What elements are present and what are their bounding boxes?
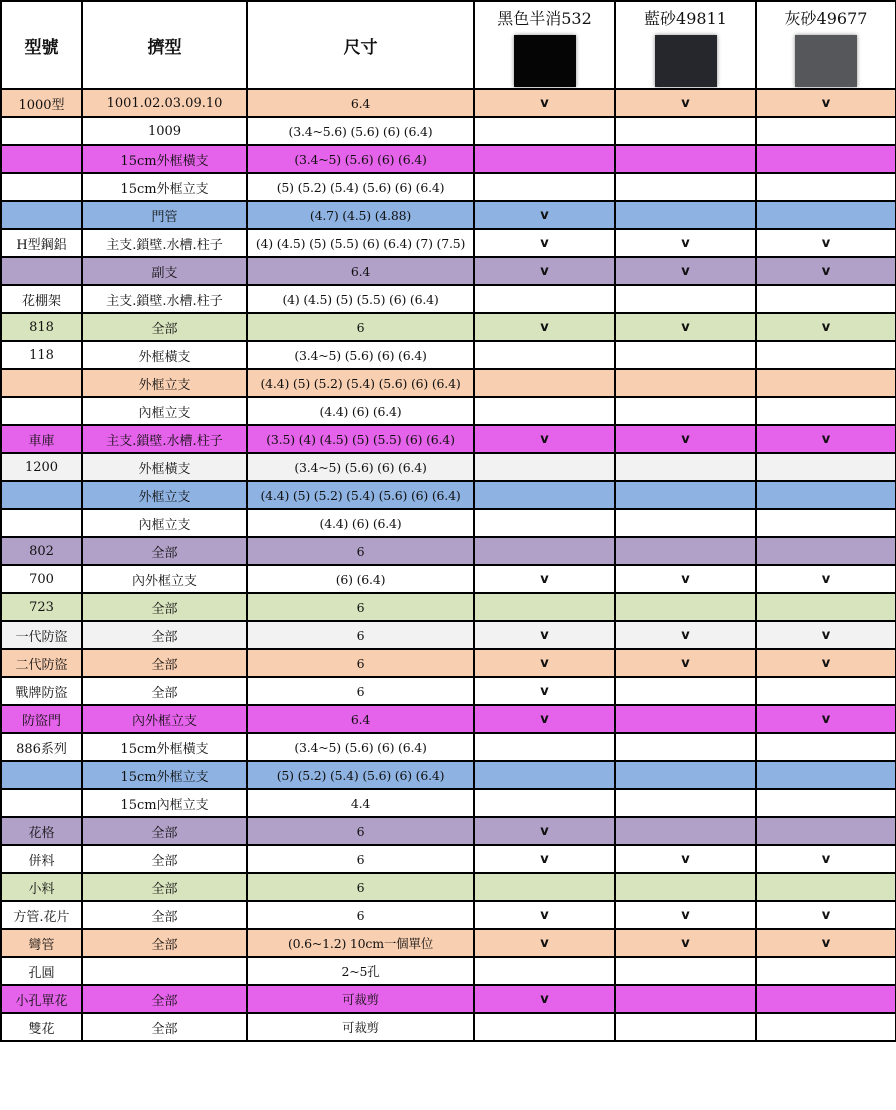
model-cell: 併料	[1, 845, 82, 873]
profile-cell: 內外框立支	[82, 565, 247, 593]
availability-gray-sand-cell	[756, 285, 896, 313]
availability-blue-sand-cell: v	[615, 621, 756, 649]
table-row	[1, 481, 896, 509]
profile-cell: 全部	[82, 901, 247, 929]
availability-gray-sand-cell: v	[756, 621, 896, 649]
color-swatch-blue-sand	[655, 35, 717, 87]
size-cell: (4.7) (4.5) (4.88)	[247, 201, 474, 229]
table-row	[1, 845, 896, 873]
availability-blue-sand-cell	[615, 117, 756, 145]
table-row	[1, 341, 896, 369]
availability-black-cell	[474, 145, 615, 173]
table-row	[1, 313, 896, 341]
availability-blue-sand-cell	[615, 761, 756, 789]
profile-cell: 內框立支	[82, 509, 247, 537]
availability-gray-sand-cell: v	[756, 565, 896, 593]
profile-cell: 門管	[82, 201, 247, 229]
availability-gray-sand-cell	[756, 593, 896, 621]
table-row	[1, 929, 896, 957]
color-label-gray-sand: 灰砂49677	[784, 9, 868, 28]
availability-black-cell: v	[474, 229, 615, 257]
profile-cell: 全部	[82, 845, 247, 873]
model-cell: 花格	[1, 817, 82, 845]
profile-cell: 主支.鎖壁.水槽.柱子	[82, 425, 247, 453]
availability-black-cell	[474, 453, 615, 481]
model-cell: 二代防盜	[1, 649, 82, 677]
availability-black-cell	[474, 369, 615, 397]
availability-blue-sand-cell	[615, 537, 756, 565]
availability-black-cell: v	[474, 929, 615, 957]
availability-gray-sand-cell: v	[756, 649, 896, 677]
availability-gray-sand-cell: v	[756, 929, 896, 957]
availability-gray-sand-cell: v	[756, 901, 896, 929]
table-row	[1, 705, 896, 733]
model-cell: 700	[1, 565, 82, 593]
availability-gray-sand-cell	[756, 117, 896, 145]
size-cell: (4.4) (6) (6.4)	[247, 509, 474, 537]
availability-blue-sand-cell: v	[615, 649, 756, 677]
availability-black-cell: v	[474, 649, 615, 677]
availability-blue-sand-cell	[615, 705, 756, 733]
size-cell: 6.4	[247, 89, 474, 117]
availability-gray-sand-cell	[756, 481, 896, 509]
table-row	[1, 229, 896, 257]
availability-black-cell: v	[474, 89, 615, 117]
availability-blue-sand-cell	[615, 789, 756, 817]
availability-blue-sand-cell	[615, 341, 756, 369]
availability-black-cell: v	[474, 621, 615, 649]
table-row	[1, 257, 896, 285]
availability-blue-sand-cell	[615, 369, 756, 397]
model-cell: 886系列	[1, 733, 82, 761]
availability-gray-sand-cell: v	[756, 845, 896, 873]
model-cell: 小料	[1, 873, 82, 901]
size-cell: 可裁剪	[247, 985, 474, 1013]
size-cell: (3.5) (4) (4.5) (5) (5.5) (6) (6.4)	[247, 425, 474, 453]
availability-gray-sand-cell	[756, 733, 896, 761]
model-cell: 雙花	[1, 1013, 82, 1041]
profile-cell: 內外框立支	[82, 705, 247, 733]
size-cell: 6	[247, 649, 474, 677]
profile-cell: 全部	[82, 313, 247, 341]
availability-gray-sand-cell	[756, 145, 896, 173]
availability-blue-sand-cell: v	[615, 229, 756, 257]
availability-black-cell	[474, 733, 615, 761]
availability-gray-sand-cell: v	[756, 425, 896, 453]
profile-cell: 全部	[82, 1013, 247, 1041]
availability-black-cell	[474, 509, 615, 537]
header-color-blue-sand	[615, 1, 756, 89]
table-body	[1, 89, 896, 1041]
table-row	[1, 425, 896, 453]
availability-blue-sand-cell: v	[615, 313, 756, 341]
availability-blue-sand-cell	[615, 733, 756, 761]
size-cell: (5) (5.2) (5.4) (5.6) (6) (6.4)	[247, 173, 474, 201]
profile-cell: 全部	[82, 929, 247, 957]
size-cell: (5) (5.2) (5.4) (5.6) (6) (6.4)	[247, 761, 474, 789]
availability-gray-sand-cell	[756, 453, 896, 481]
availability-gray-sand-cell	[756, 957, 896, 985]
availability-blue-sand-cell	[615, 593, 756, 621]
size-cell: 6	[247, 677, 474, 705]
profile-cell: 全部	[82, 621, 247, 649]
table-row	[1, 369, 896, 397]
table-row	[1, 145, 896, 173]
availability-black-cell: v	[474, 257, 615, 285]
size-cell: (3.4~5) (5.6) (6) (6.4)	[247, 733, 474, 761]
model-cell	[1, 761, 82, 789]
model-cell	[1, 173, 82, 201]
size-cell: 6	[247, 537, 474, 565]
availability-black-cell	[474, 537, 615, 565]
availability-black-cell	[474, 761, 615, 789]
size-cell: (4.4) (5) (5.2) (5.4) (5.6) (6) (6.4)	[247, 481, 474, 509]
model-cell: 一代防盜	[1, 621, 82, 649]
availability-blue-sand-cell	[615, 817, 756, 845]
availability-gray-sand-cell	[756, 789, 896, 817]
profile-cell: 15cm外框立支	[82, 173, 247, 201]
availability-black-cell	[474, 593, 615, 621]
availability-black-cell: v	[474, 565, 615, 593]
table-row	[1, 873, 896, 901]
size-cell: (6) (6.4)	[247, 565, 474, 593]
header-color-black	[474, 1, 615, 89]
size-cell: 6	[247, 593, 474, 621]
model-cell: 818	[1, 313, 82, 341]
header-profile: 擠型	[82, 1, 247, 89]
table-row	[1, 593, 896, 621]
availability-black-cell	[474, 285, 615, 313]
model-cell: 花棚架	[1, 285, 82, 313]
profile-cell: 15cm內框立支	[82, 789, 247, 817]
header-size: 尺寸	[247, 1, 474, 89]
model-cell: 孔圓	[1, 957, 82, 985]
model-cell: 車庫	[1, 425, 82, 453]
availability-blue-sand-cell: v	[615, 901, 756, 929]
model-cell: H型鋼鋁	[1, 229, 82, 257]
availability-gray-sand-cell	[756, 397, 896, 425]
availability-gray-sand-cell: v	[756, 313, 896, 341]
size-cell: 可裁剪	[247, 1013, 474, 1041]
availability-gray-sand-cell	[756, 509, 896, 537]
size-cell: 4.4	[247, 789, 474, 817]
availability-blue-sand-cell	[615, 1013, 756, 1041]
header-model: 型號	[1, 1, 82, 89]
size-cell: 6	[247, 621, 474, 649]
size-cell: (3.4~5.6) (5.6) (6) (6.4)	[247, 117, 474, 145]
model-cell: 723	[1, 593, 82, 621]
table-row	[1, 901, 896, 929]
availability-blue-sand-cell: v	[615, 425, 756, 453]
availability-gray-sand-cell	[756, 173, 896, 201]
availability-black-cell	[474, 1013, 615, 1041]
availability-blue-sand-cell	[615, 145, 756, 173]
color-label-black: 黑色半消532	[497, 9, 592, 28]
availability-gray-sand-cell: v	[756, 705, 896, 733]
table-row	[1, 173, 896, 201]
availability-black-cell: v	[474, 901, 615, 929]
model-cell	[1, 481, 82, 509]
size-cell: (0.6~1.2) 10cm一個單位	[247, 929, 474, 957]
model-cell: 方管.花片	[1, 901, 82, 929]
availability-black-cell	[474, 117, 615, 145]
size-cell: 6.4	[247, 257, 474, 285]
profile-cell: 外框橫支	[82, 453, 247, 481]
availability-blue-sand-cell	[615, 677, 756, 705]
table-row	[1, 509, 896, 537]
availability-blue-sand-cell	[615, 397, 756, 425]
availability-blue-sand-cell: v	[615, 845, 756, 873]
table-header	[1, 1, 896, 89]
model-cell	[1, 201, 82, 229]
table-row	[1, 453, 896, 481]
availability-gray-sand-cell: v	[756, 229, 896, 257]
table-row	[1, 621, 896, 649]
size-cell: 6	[247, 845, 474, 873]
availability-blue-sand-cell	[615, 201, 756, 229]
table-row	[1, 1013, 896, 1041]
size-cell: 6	[247, 901, 474, 929]
table-row	[1, 677, 896, 705]
table-row	[1, 985, 896, 1013]
profile-cell: 主支.鎖壁.水槽.柱子	[82, 285, 247, 313]
size-cell: (4.4) (6) (6.4)	[247, 397, 474, 425]
availability-gray-sand-cell	[756, 1013, 896, 1041]
availability-black-cell: v	[474, 313, 615, 341]
availability-black-cell: v	[474, 677, 615, 705]
model-cell	[1, 369, 82, 397]
table-row	[1, 789, 896, 817]
table-row	[1, 733, 896, 761]
availability-gray-sand-cell	[756, 201, 896, 229]
size-cell: (4.4) (5) (5.2) (5.4) (5.6) (6) (6.4)	[247, 369, 474, 397]
profile-cell: 1009	[82, 117, 247, 145]
model-cell: 戰牌防盜	[1, 677, 82, 705]
profile-cell: 全部	[82, 817, 247, 845]
availability-gray-sand-cell: v	[756, 257, 896, 285]
model-cell: 802	[1, 537, 82, 565]
model-cell: 彎管	[1, 929, 82, 957]
profile-cell: 外框立支	[82, 481, 247, 509]
availability-black-cell: v	[474, 705, 615, 733]
table-row	[1, 397, 896, 425]
availability-black-cell: v	[474, 845, 615, 873]
size-cell: (4) (4.5) (5) (5.5) (6) (6.4)	[247, 285, 474, 313]
model-cell	[1, 145, 82, 173]
availability-gray-sand-cell	[756, 537, 896, 565]
size-cell: (3.4~5) (5.6) (6) (6.4)	[247, 145, 474, 173]
size-cell: (3.4~5) (5.6) (6) (6.4)	[247, 341, 474, 369]
profile-cell: 全部	[82, 537, 247, 565]
availability-blue-sand-cell	[615, 985, 756, 1013]
availability-blue-sand-cell	[615, 509, 756, 537]
availability-gray-sand-cell	[756, 761, 896, 789]
color-label-blue-sand: 藍砂49811	[644, 9, 727, 28]
profile-cell: 全部	[82, 649, 247, 677]
profile-cell	[82, 957, 247, 985]
model-cell: 118	[1, 341, 82, 369]
table-row	[1, 117, 896, 145]
table-row	[1, 537, 896, 565]
size-cell: 2~5孔	[247, 957, 474, 985]
size-cell: (3.4~5) (5.6) (6) (6.4)	[247, 453, 474, 481]
availability-black-cell	[474, 341, 615, 369]
profile-cell: 全部	[82, 873, 247, 901]
profile-cell: 副支	[82, 257, 247, 285]
model-cell	[1, 789, 82, 817]
profile-cell: 主支.鎖壁.水槽.柱子	[82, 229, 247, 257]
model-cell: 1000型	[1, 89, 82, 117]
size-cell: 6	[247, 817, 474, 845]
profile-cell: 外框立支	[82, 369, 247, 397]
table-row	[1, 285, 896, 313]
profile-cell: 全部	[82, 593, 247, 621]
availability-black-cell	[474, 873, 615, 901]
model-cell	[1, 397, 82, 425]
availability-blue-sand-cell	[615, 453, 756, 481]
profile-cell: 全部	[82, 677, 247, 705]
table-row	[1, 201, 896, 229]
availability-blue-sand-cell	[615, 481, 756, 509]
profile-cell: 外框橫支	[82, 341, 247, 369]
availability-black-cell: v	[474, 425, 615, 453]
model-cell: 防盜門	[1, 705, 82, 733]
header-color-gray-sand	[756, 1, 896, 89]
table-row	[1, 649, 896, 677]
availability-black-cell: v	[474, 985, 615, 1013]
availability-gray-sand-cell	[756, 677, 896, 705]
color-swatch-black	[514, 35, 576, 87]
model-cell	[1, 257, 82, 285]
availability-blue-sand-cell: v	[615, 565, 756, 593]
availability-black-cell: v	[474, 817, 615, 845]
availability-gray-sand-cell	[756, 341, 896, 369]
model-cell: 1200	[1, 453, 82, 481]
color-swatch-gray-sand	[795, 35, 857, 87]
availability-blue-sand-cell	[615, 957, 756, 985]
profile-cell: 15cm外框橫支	[82, 145, 247, 173]
availability-black-cell	[474, 397, 615, 425]
availability-black-cell	[474, 481, 615, 509]
availability-blue-sand-cell	[615, 285, 756, 313]
availability-gray-sand-cell	[756, 985, 896, 1013]
availability-gray-sand-cell	[756, 873, 896, 901]
profile-cell: 15cm外框立支	[82, 761, 247, 789]
availability-blue-sand-cell: v	[615, 257, 756, 285]
model-cell	[1, 117, 82, 145]
profile-cell: 15cm外框橫支	[82, 733, 247, 761]
availability-black-cell	[474, 789, 615, 817]
profile-cell: 1001.02.03.09.10	[82, 89, 247, 117]
table-row	[1, 565, 896, 593]
availability-gray-sand-cell	[756, 817, 896, 845]
availability-blue-sand-cell: v	[615, 929, 756, 957]
table-row	[1, 761, 896, 789]
profile-cell: 內框立支	[82, 397, 247, 425]
availability-black-cell	[474, 173, 615, 201]
size-cell: 6	[247, 873, 474, 901]
table-row	[1, 957, 896, 985]
table-row	[1, 89, 896, 117]
model-cell	[1, 509, 82, 537]
availability-gray-sand-cell: v	[756, 89, 896, 117]
table-row	[1, 817, 896, 845]
size-cell: (4) (4.5) (5) (5.5) (6) (6.4) (7) (7.5)	[247, 229, 474, 257]
availability-black-cell	[474, 957, 615, 985]
size-cell: 6.4	[247, 705, 474, 733]
availability-blue-sand-cell: v	[615, 89, 756, 117]
availability-blue-sand-cell	[615, 173, 756, 201]
profile-cell: 全部	[82, 985, 247, 1013]
model-cell: 小孔單花	[1, 985, 82, 1013]
availability-gray-sand-cell	[756, 369, 896, 397]
size-cell: 6	[247, 313, 474, 341]
availability-black-cell: v	[474, 201, 615, 229]
availability-blue-sand-cell	[615, 873, 756, 901]
